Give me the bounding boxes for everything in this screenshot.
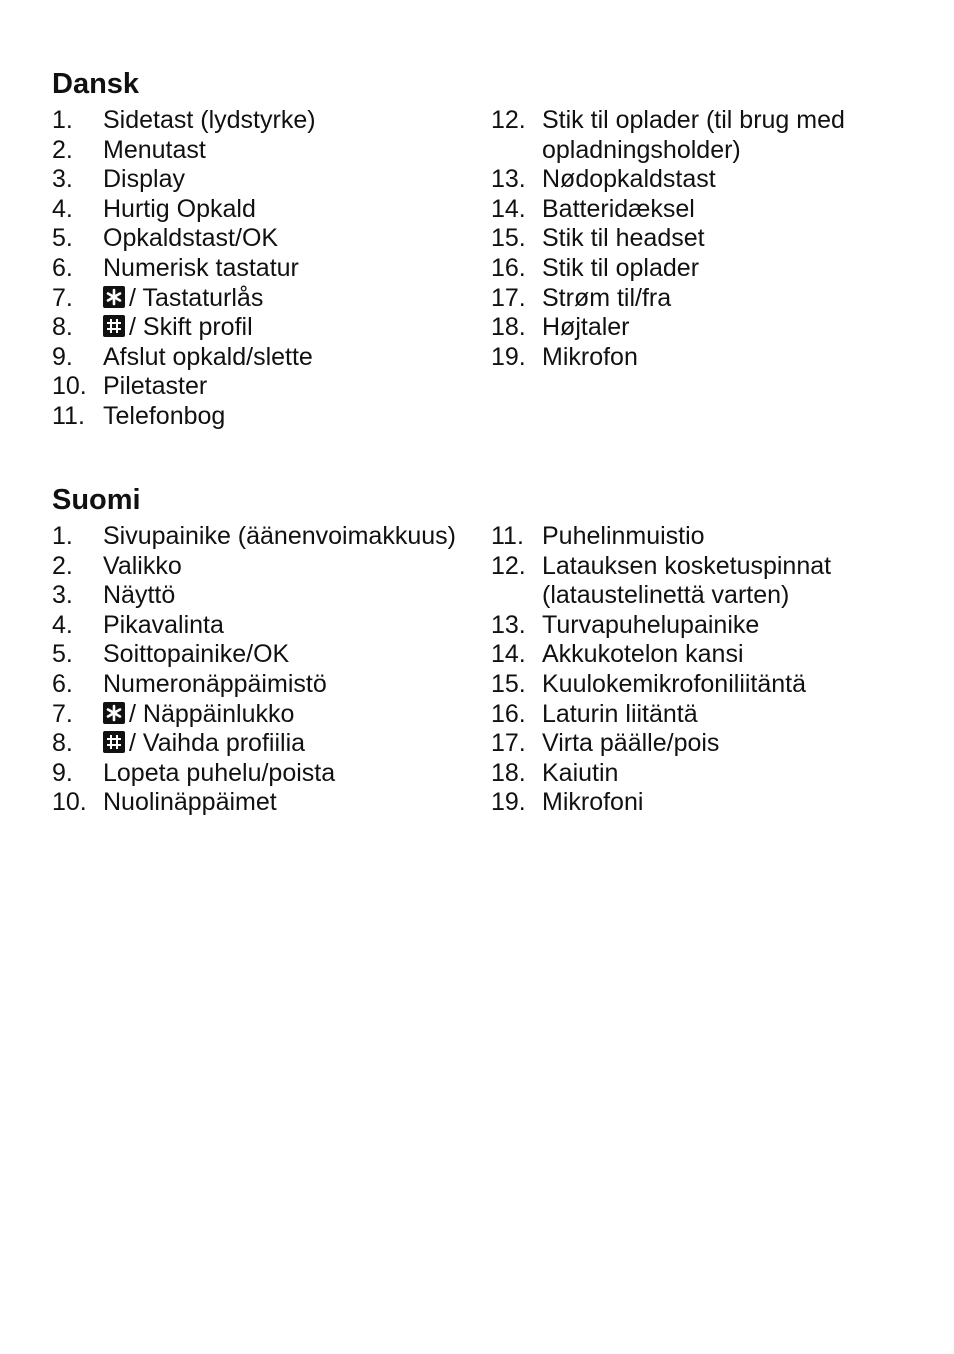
list-item bbox=[491, 254, 921, 284]
item-label: Hurtig Opkald bbox=[103, 194, 256, 223]
item-text bbox=[103, 759, 472, 789]
item-text bbox=[542, 165, 921, 195]
list-item bbox=[491, 195, 921, 225]
item-number: 17. bbox=[491, 729, 526, 758]
item-number: 12. bbox=[491, 551, 526, 580]
item-number: 14. bbox=[491, 640, 526, 669]
item-text bbox=[542, 640, 921, 670]
item-label: Batteridæksel bbox=[542, 194, 695, 223]
item-text bbox=[542, 195, 921, 225]
list-item bbox=[52, 136, 472, 166]
item-number: 14. bbox=[491, 194, 526, 223]
item-text bbox=[542, 670, 921, 700]
item-text bbox=[542, 343, 921, 373]
item-number: 6. bbox=[52, 669, 73, 698]
item-number: 11. bbox=[491, 522, 524, 550]
list-item bbox=[52, 759, 472, 789]
item-number: 16. bbox=[491, 699, 526, 728]
left-list bbox=[52, 106, 472, 432]
item-label: Piletaster bbox=[103, 372, 208, 401]
item-columns bbox=[52, 522, 912, 862]
item-number: 4. bbox=[52, 610, 73, 639]
item-number: 16. bbox=[491, 253, 526, 282]
item-label: Numerisk tastatur bbox=[103, 253, 299, 282]
item-number: 15. bbox=[491, 669, 526, 698]
list-item bbox=[491, 284, 921, 314]
item-text bbox=[103, 581, 472, 611]
item-number: 3. bbox=[52, 165, 73, 194]
item-number: 6. bbox=[52, 253, 73, 282]
item-number: 8. bbox=[52, 729, 73, 758]
item-label: Virta päälle/pois bbox=[542, 729, 720, 758]
section-dansk bbox=[52, 62, 912, 446]
item-number: 5. bbox=[52, 224, 73, 253]
item-text bbox=[542, 313, 921, 343]
item-number: 10. bbox=[52, 372, 87, 401]
item-number: 9. bbox=[52, 758, 73, 787]
item-label: Puhelinmuistio bbox=[542, 522, 705, 550]
item-text bbox=[542, 522, 921, 552]
item-label: Akkukotelon kansi bbox=[542, 640, 744, 669]
item-number: 4. bbox=[52, 194, 73, 223]
item-text bbox=[103, 372, 472, 402]
item-text bbox=[542, 254, 921, 284]
list-item bbox=[491, 224, 921, 254]
item-label: / Vaihda profiilia bbox=[129, 729, 306, 758]
item-label: / Skift profil bbox=[129, 313, 253, 342]
item-text bbox=[103, 700, 472, 730]
item-label: Kuulokemikrofoniliitäntä bbox=[542, 669, 807, 698]
item-label: Latauksen kosketuspinnat (lataustelinettä varten) bbox=[542, 551, 832, 610]
section-title: Suomi bbox=[52, 484, 141, 516]
item-number: 8. bbox=[52, 313, 73, 342]
list-item bbox=[491, 670, 921, 700]
item-label: Kaiutin bbox=[542, 758, 619, 787]
item-text bbox=[542, 224, 921, 254]
item-label: Telefonbog bbox=[103, 401, 226, 430]
list-item bbox=[52, 106, 472, 136]
list-item bbox=[491, 313, 921, 343]
item-label: Display bbox=[103, 165, 185, 194]
item-text bbox=[542, 700, 921, 730]
item-text bbox=[103, 788, 472, 818]
list-item bbox=[491, 759, 921, 789]
list-item bbox=[491, 522, 921, 552]
item-text bbox=[103, 729, 472, 759]
hash-key-icon bbox=[103, 315, 125, 337]
list-item bbox=[52, 372, 472, 402]
item-number: 10. bbox=[52, 788, 87, 817]
item-number: 1. bbox=[52, 106, 73, 134]
item-number: 2. bbox=[52, 135, 73, 164]
item-label: Stik til oplader bbox=[542, 253, 700, 282]
star-key-icon bbox=[103, 702, 125, 724]
list-item bbox=[52, 670, 472, 700]
list-item bbox=[491, 165, 921, 195]
item-text bbox=[103, 106, 472, 136]
list-item bbox=[52, 343, 472, 373]
item-text bbox=[103, 195, 472, 225]
item-number: 7. bbox=[52, 699, 73, 728]
item-number: 9. bbox=[52, 342, 73, 371]
list-item bbox=[52, 552, 472, 582]
section-title: Dansk bbox=[52, 68, 140, 100]
item-text bbox=[103, 254, 472, 284]
item-label: Højtaler bbox=[542, 313, 630, 342]
item-number: 5. bbox=[52, 640, 73, 669]
list-item bbox=[52, 729, 472, 759]
item-text bbox=[542, 788, 921, 818]
item-number: 19. bbox=[491, 788, 526, 817]
item-label: Stik til headset bbox=[542, 224, 705, 253]
left-list bbox=[52, 522, 472, 818]
item-label: Nødopkaldstast bbox=[542, 165, 716, 194]
item-text bbox=[103, 670, 472, 700]
item-label: Lopeta puhelu/poista bbox=[103, 758, 336, 787]
item-text bbox=[542, 284, 921, 314]
item-text bbox=[103, 165, 472, 195]
star-key-icon bbox=[103, 286, 125, 308]
item-text bbox=[103, 343, 472, 373]
section-suomi bbox=[52, 478, 912, 862]
item-text bbox=[103, 136, 472, 166]
item-label: Opkaldstast/OK bbox=[103, 224, 279, 253]
item-text bbox=[542, 611, 921, 641]
item-label: / Tastaturlås bbox=[129, 283, 264, 312]
item-number: 15. bbox=[491, 224, 526, 253]
list-item bbox=[52, 788, 472, 818]
item-label: Afslut opkald/slette bbox=[103, 342, 313, 371]
item-label: Nuolinäppäimet bbox=[103, 788, 277, 817]
list-item bbox=[491, 700, 921, 730]
list-item bbox=[52, 254, 472, 284]
item-number: 12. bbox=[491, 106, 526, 134]
item-text bbox=[542, 759, 921, 789]
list-item bbox=[52, 195, 472, 225]
item-text bbox=[103, 552, 472, 582]
list-item bbox=[491, 611, 921, 641]
item-text bbox=[103, 640, 472, 670]
item-label: Menutast bbox=[103, 135, 206, 164]
item-label: Valikko bbox=[103, 551, 182, 580]
item-label: Laturin liitäntä bbox=[542, 699, 698, 728]
list-item bbox=[491, 640, 921, 670]
list-item bbox=[52, 224, 472, 254]
item-number: 13. bbox=[491, 165, 526, 194]
list-item bbox=[491, 729, 921, 759]
list-item bbox=[52, 313, 472, 343]
list-item bbox=[491, 788, 921, 818]
item-label: Sivupainike (äänenvoimakkuus) bbox=[103, 522, 456, 550]
list-item bbox=[52, 522, 472, 552]
item-label: Mikrofon bbox=[542, 342, 638, 371]
list-item bbox=[491, 552, 921, 611]
item-label: Soittopainike/OK bbox=[103, 640, 290, 669]
item-number: 11. bbox=[52, 401, 85, 430]
list-item bbox=[52, 284, 472, 314]
list-item bbox=[52, 402, 472, 432]
item-label: Turvapuhelupainike bbox=[542, 610, 760, 639]
item-number: 3. bbox=[52, 581, 73, 610]
item-label: / Näppäinlukko bbox=[129, 699, 295, 728]
item-number: 17. bbox=[491, 283, 526, 312]
list-item bbox=[52, 165, 472, 195]
item-number: 19. bbox=[491, 342, 526, 371]
item-text bbox=[103, 284, 472, 314]
list-item bbox=[491, 106, 921, 165]
item-number: 18. bbox=[491, 313, 526, 342]
item-text bbox=[103, 522, 472, 552]
item-number: 2. bbox=[52, 551, 73, 580]
right-list bbox=[491, 522, 921, 818]
item-label: Strøm til/fra bbox=[542, 283, 672, 312]
hash-key-icon bbox=[103, 731, 125, 753]
item-text bbox=[542, 552, 921, 611]
list-item bbox=[52, 700, 472, 730]
item-text bbox=[103, 224, 472, 254]
item-text bbox=[103, 313, 472, 343]
item-text bbox=[103, 402, 472, 432]
list-item bbox=[52, 640, 472, 670]
list-item bbox=[491, 343, 921, 373]
item-number: 13. bbox=[491, 610, 526, 639]
item-text bbox=[103, 611, 472, 641]
item-label: Numeronäppäimistö bbox=[103, 669, 327, 698]
item-text bbox=[542, 729, 921, 759]
item-number: 7. bbox=[52, 283, 73, 312]
list-item bbox=[52, 581, 472, 611]
item-number: 18. bbox=[491, 758, 526, 787]
item-label: Mikrofoni bbox=[542, 788, 644, 817]
item-label: Näyttö bbox=[103, 581, 176, 610]
item-number: 1. bbox=[52, 522, 73, 550]
item-columns bbox=[52, 106, 912, 446]
item-label: Pikavalinta bbox=[103, 610, 224, 639]
list-item bbox=[52, 611, 472, 641]
item-text bbox=[542, 106, 921, 165]
item-label: Sidetast (lydstyrke) bbox=[103, 106, 316, 134]
right-list bbox=[491, 106, 921, 372]
item-label: Stik til oplader (til brug med opladningsholder) bbox=[542, 106, 845, 164]
